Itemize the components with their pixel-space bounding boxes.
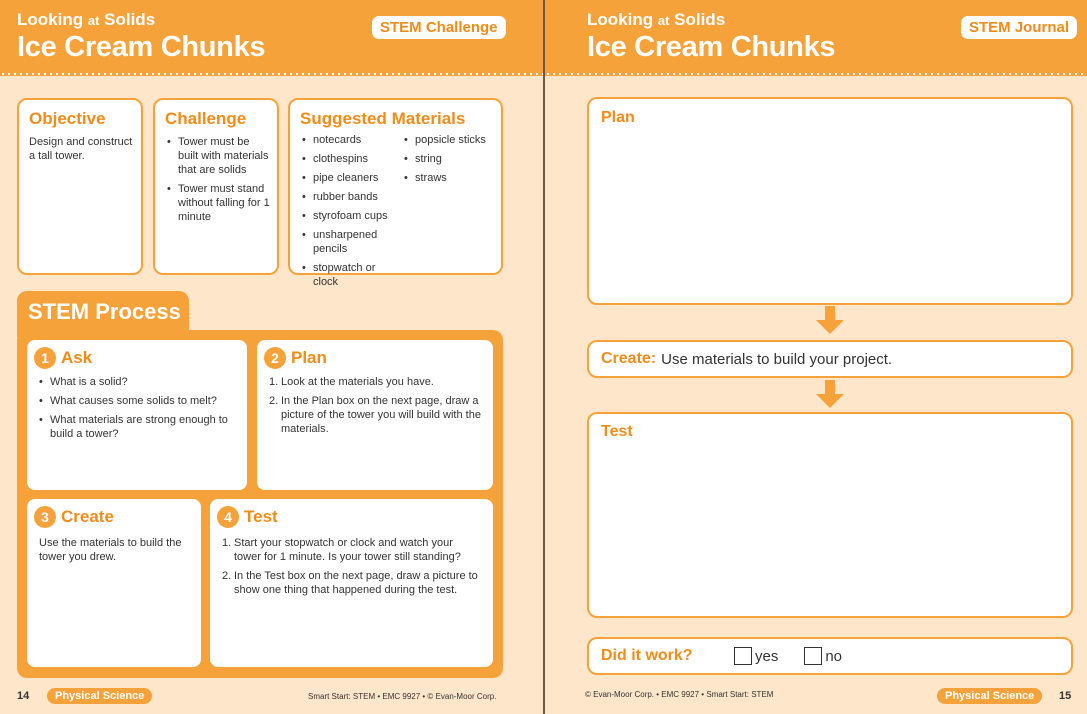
page-title: Ice Cream Chunks [17, 31, 266, 63]
step-number-badge: 3 [34, 506, 56, 528]
list-item: • notecards [302, 133, 402, 147]
list-item: • clothespins [302, 152, 402, 166]
list-item: • Tower must be built with materials that are solids [167, 135, 271, 177]
step-number-badge: 4 [217, 506, 239, 528]
objective-title: Objective [29, 109, 106, 128]
create-journal-text: Use materials to build your project. [661, 350, 893, 368]
test-journal-title: Test [601, 423, 633, 440]
challenge-list [167, 135, 271, 224]
page-number: 14 [17, 690, 30, 702]
challenge-box [153, 98, 279, 275]
right-header [545, 0, 1087, 76]
stem-journal-tag: STEM Journal [961, 16, 1077, 39]
did-it-work-label: Did it work? [601, 647, 693, 664]
plan-step [257, 340, 493, 490]
test-step [210, 499, 493, 667]
test-list [222, 536, 481, 597]
list-item: • What materials are strong enough to build a tower? [39, 413, 239, 441]
list-item: 1. Start your stopwatch or clock and watch your tower for 1 minute. Is your tower still standing? [222, 537, 461, 563]
yes-checkbox[interactable] [734, 647, 752, 665]
materials-title: Suggested Materials [300, 109, 466, 128]
materials-list-2 [404, 133, 502, 190]
series-title: Looking at Solids [17, 10, 156, 29]
list-item: • straws [404, 171, 502, 185]
left-header [0, 0, 543, 76]
footer-credit: Smart Start: STEM • EMC 9927 • © Evan-Moor Corp. [308, 692, 497, 701]
create-title: Create [61, 507, 114, 526]
objective-text: Design and construct a tall tower. [29, 136, 133, 162]
plan-journal-title: Plan [601, 109, 635, 126]
list-item: • stopwatch or clock [302, 261, 402, 289]
footer-credit: © Evan-Moor Corp. • EMC 9927 • Smart Start: STEM [585, 690, 774, 699]
objective-box [17, 98, 143, 275]
materials-box [288, 98, 503, 288]
page-title: Ice Cream Chunks [587, 31, 836, 63]
test-title: Test [244, 507, 278, 526]
ask-step [27, 340, 247, 490]
stem-process-title: STEM Process [28, 299, 181, 324]
yes-label: yes [755, 647, 779, 665]
list-item: • rubber bands [302, 190, 402, 204]
left-page [0, 0, 543, 714]
page-number: 15 [1059, 690, 1072, 702]
list-item: • styrofoam cups [302, 209, 402, 223]
step-number-badge: 1 [34, 347, 56, 369]
challenge-title: Challenge [165, 109, 247, 128]
subject-pill: Physical Science [47, 688, 152, 704]
plan-list [269, 375, 483, 436]
list-item: • Tower must stand without falling for 1 minute [167, 182, 271, 224]
plan-journal-box[interactable] [587, 97, 1073, 305]
list-item: 1. Look at the materials you have. [269, 376, 434, 388]
create-journal-label: Create: [601, 350, 657, 367]
series-title: Looking at Solids [587, 10, 726, 29]
subject-pill: Physical Science [937, 688, 1042, 704]
create-text: Use the materials to build the tower you drew. [39, 537, 182, 563]
list-item: 2. In the Plan box on the next page, draw a picture of the tower you will build with the materials. [269, 395, 481, 435]
did-it-work-box [587, 637, 1073, 675]
list-item: • string [404, 152, 502, 166]
list-item: • What causes some solids to melt? [39, 394, 239, 408]
no-label: no [825, 647, 843, 665]
list-item: • unsharpened pencils [302, 228, 402, 256]
step-number-badge: 2 [264, 347, 286, 369]
header-dot-border [0, 72, 543, 76]
plan-title: Plan [291, 348, 327, 367]
ask-list [39, 375, 239, 441]
create-step [27, 499, 201, 667]
no-checkbox[interactable] [804, 647, 822, 665]
list-item: • popsicle sticks [404, 133, 502, 147]
list-item: • pipe cleaners [302, 171, 402, 185]
ask-title: Ask [61, 348, 93, 367]
materials-list-1 [302, 133, 402, 294]
stem-challenge-tag: STEM Challenge [372, 16, 506, 39]
right-page [545, 0, 1087, 714]
header-dot-border [545, 72, 1087, 76]
list-item: 2. In the Test box on the next page, draw a picture to show one thing that happened during the test. [222, 570, 478, 596]
test-journal-box[interactable] [587, 412, 1073, 618]
create-journal-box [587, 340, 1073, 378]
list-item: • What is a solid? [39, 375, 239, 389]
